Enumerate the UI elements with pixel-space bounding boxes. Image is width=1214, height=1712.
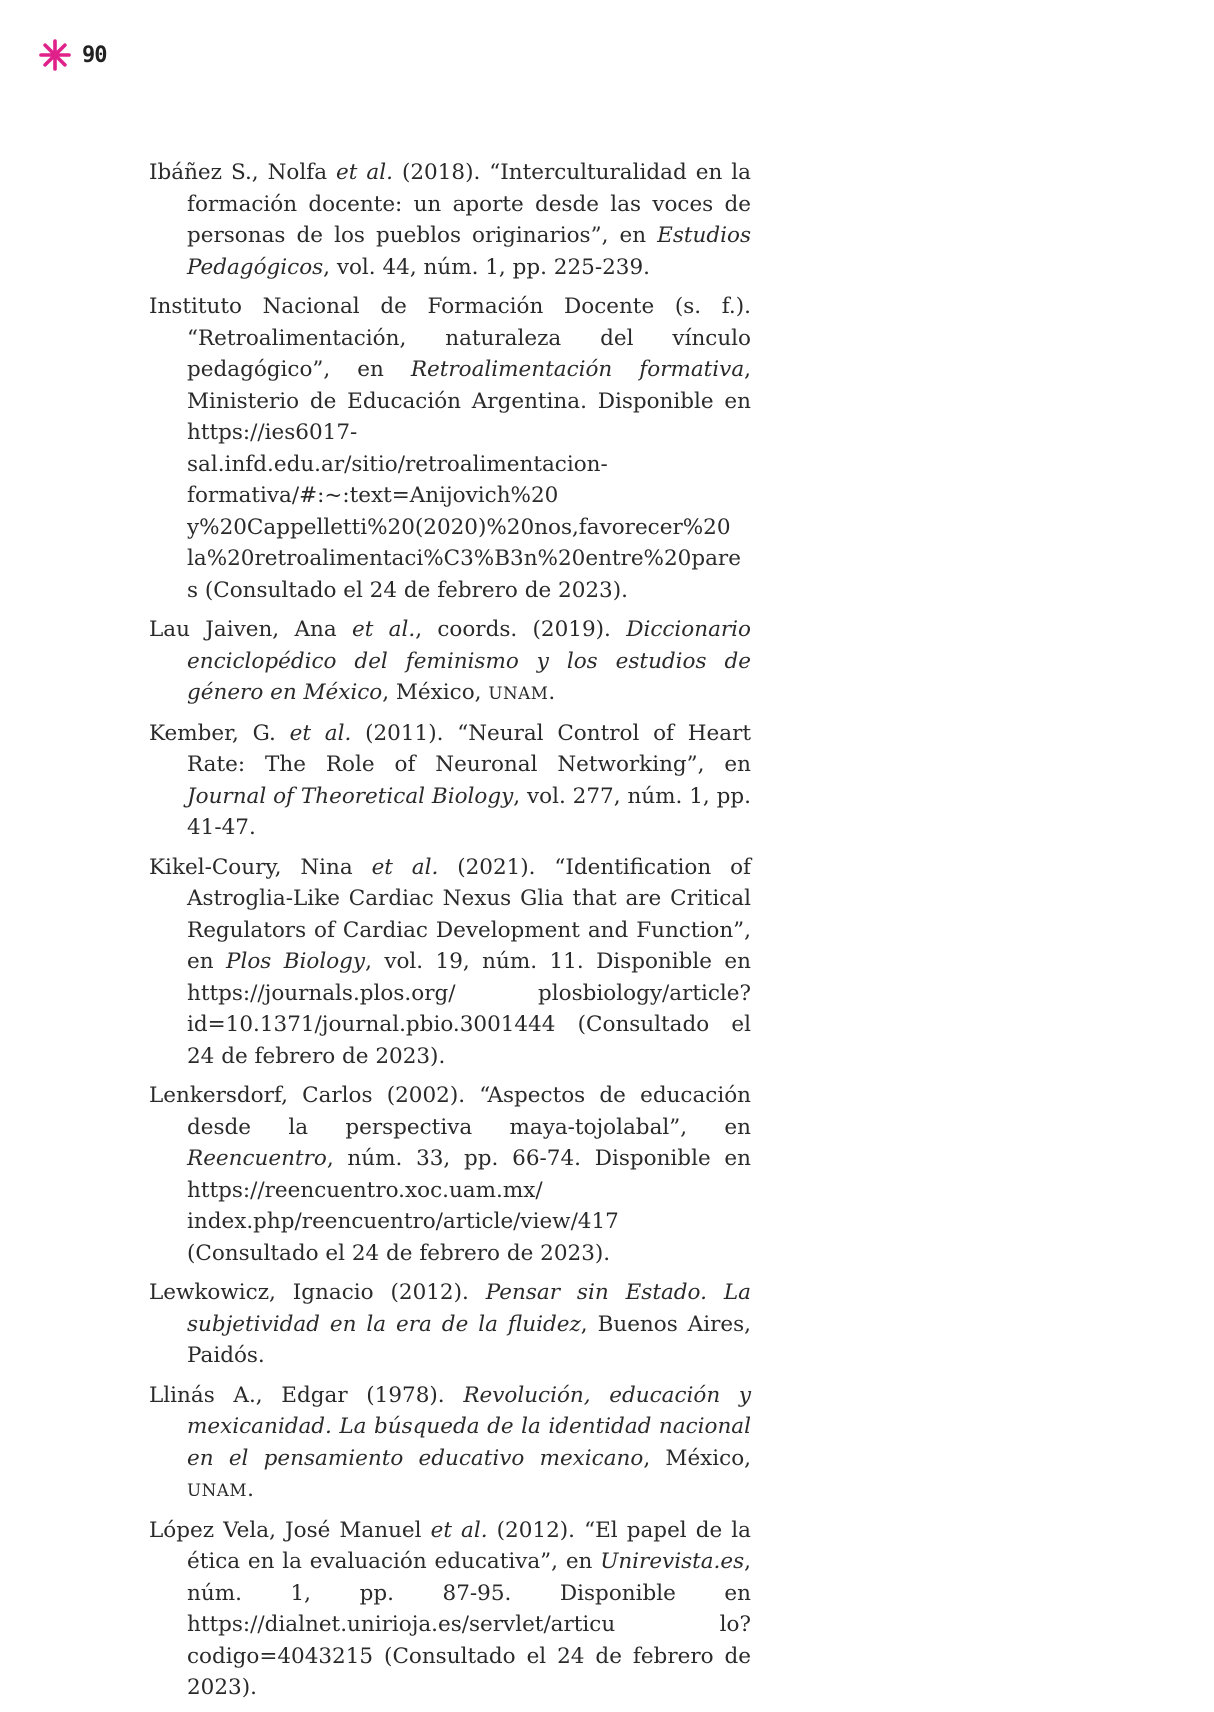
reference-italic-text: Revolución, educación y mexicanidad. La búsqueda de la identidad nacional en el pensamiento educativo mexicano	[187, 1382, 751, 1471]
reference-italic-text: et al.	[351, 617, 416, 642]
reference-entry	[149, 1080, 751, 1269]
reference-text: Ibáñez S., Nolfa	[149, 160, 337, 185]
reference-entry	[149, 291, 751, 606]
reference-text: Kember, G.	[149, 720, 290, 746]
page-number: 90	[82, 42, 107, 68]
reference-entry	[149, 157, 751, 283]
reference-text: , México,	[382, 680, 489, 705]
reference-text: Lewkowicz, Ignacio (2012).	[149, 1280, 486, 1305]
reference-italic-text: Estudios Pedagógicos	[187, 223, 751, 280]
reference-text: (2018). “Interculturalidad en la formación docente: un aporte desde las voces de personas de los pueblos originarios”, en	[187, 160, 751, 248]
reference-text: , vol. 19, núm. 11. Disponible en https://journals.plos.org/ plosbiology/article?id=10.1371/journal.pbio.3001444 (Consultado el 24 de febrero de 2023).	[187, 949, 751, 1069]
reference-text: , México,	[643, 1445, 751, 1471]
reference-text: .	[247, 1477, 254, 1502]
reference-text: , vol. 277, núm. 1, pp. 41-47.	[187, 783, 752, 840]
reference-entry	[149, 614, 751, 710]
reference-italic-text: Plos Biology	[225, 949, 366, 974]
reference-text: Lenkersdorf, Carlos (2002). “Aspectos de educación desde la perspectiva maya-tojolabal”, en	[149, 1083, 751, 1140]
reference-text: , Ministerio de Educación Argentina. Disponible en https://ies6017-sal.infd.edu.ar/sitio/retroalimentacion-formativa/#:~:text=Anijovich%20 y%20Cappelletti%20(2020)%20nos,favorecer%20 la%20retroalimentaci%C3%B3n%20entre%20pares (Consultado el 24 de febrero de 2023).	[187, 357, 751, 603]
reference-entry	[149, 1277, 751, 1372]
reference-entry	[149, 1515, 751, 1704]
reference-text: UNAM	[187, 1480, 248, 1500]
reference-text: .	[548, 680, 556, 705]
reference-text: UNAM	[488, 683, 549, 703]
reference-text: , Buenos Aires, Paidós.	[187, 1311, 751, 1368]
reference-entry	[149, 1380, 751, 1507]
reference-italic-text: Unirevista.es	[600, 1549, 745, 1574]
reference-text: , vol. 44, núm. 1, pp. 225-239.	[323, 254, 650, 280]
reference-text: (2011). “Neural Control of Heart Rate: The Role of Neuronal Networking”, en	[187, 720, 751, 777]
reference-italic-text: Reencuentro	[187, 1146, 327, 1171]
asterisk-ornament-icon	[38, 38, 72, 72]
reference-italic-text: Pensar sin Estado. La subjetividad en la era de la fluidez	[187, 1280, 751, 1337]
reference-italic-text: et al.	[336, 160, 393, 185]
reference-entry	[149, 852, 751, 1073]
reference-text: (2021). “Identification of Astroglia-Like Cardiac Nexus Glia that are Critical Regulators of Cardiac Development and Function”, en	[187, 854, 751, 974]
reference-italic-text: et al.	[289, 720, 352, 746]
reference-text: Llinás A., Edgar (1978).	[149, 1382, 464, 1408]
reference-text: (2012). “El papel de la ética en la evaluación educativa”, en	[187, 1517, 752, 1574]
reference-text: , coords. (2019).	[415, 617, 627, 642]
reference-italic-text: Journal of Theoretical Biology	[187, 783, 514, 809]
reference-italic-text: Diccionario enciclopédico del feminismo y los estudios de género en México	[187, 617, 751, 705]
reference-text: Kikel-Coury, Nina	[149, 854, 372, 880]
reference-text: Lau Jaiven, Ana	[149, 617, 352, 642]
reference-text: Instituto Nacional de Formación Docente (s. f.). “Retroalimentación, naturaleza del vínculo pedagógico”, en	[149, 294, 751, 382]
reference-list	[149, 157, 751, 1712]
reference-entry	[149, 718, 751, 844]
page-header	[38, 38, 107, 72]
reference-text: López Vela, José Manuel	[149, 1517, 431, 1543]
reference-text: , núm. 1, pp. 87-95. Disponible en https://dialnet.unirioja.es/servlet/articu lo?codigo=4043215 (Consultado el 24 de febrero de 2023).	[187, 1549, 751, 1700]
reference-italic-text: et al.	[430, 1517, 488, 1543]
reference-italic-text: Retroalimentación formativa	[410, 357, 745, 382]
reference-text: , núm. 33, pp. 66-74. Disponible en https://reencuentro.xoc.uam.mx/ index.php/reencuentro/article/view/417 (Consultado el 24 de febrero de 2023).	[187, 1146, 751, 1266]
reference-italic-text: et al.	[371, 854, 439, 880]
